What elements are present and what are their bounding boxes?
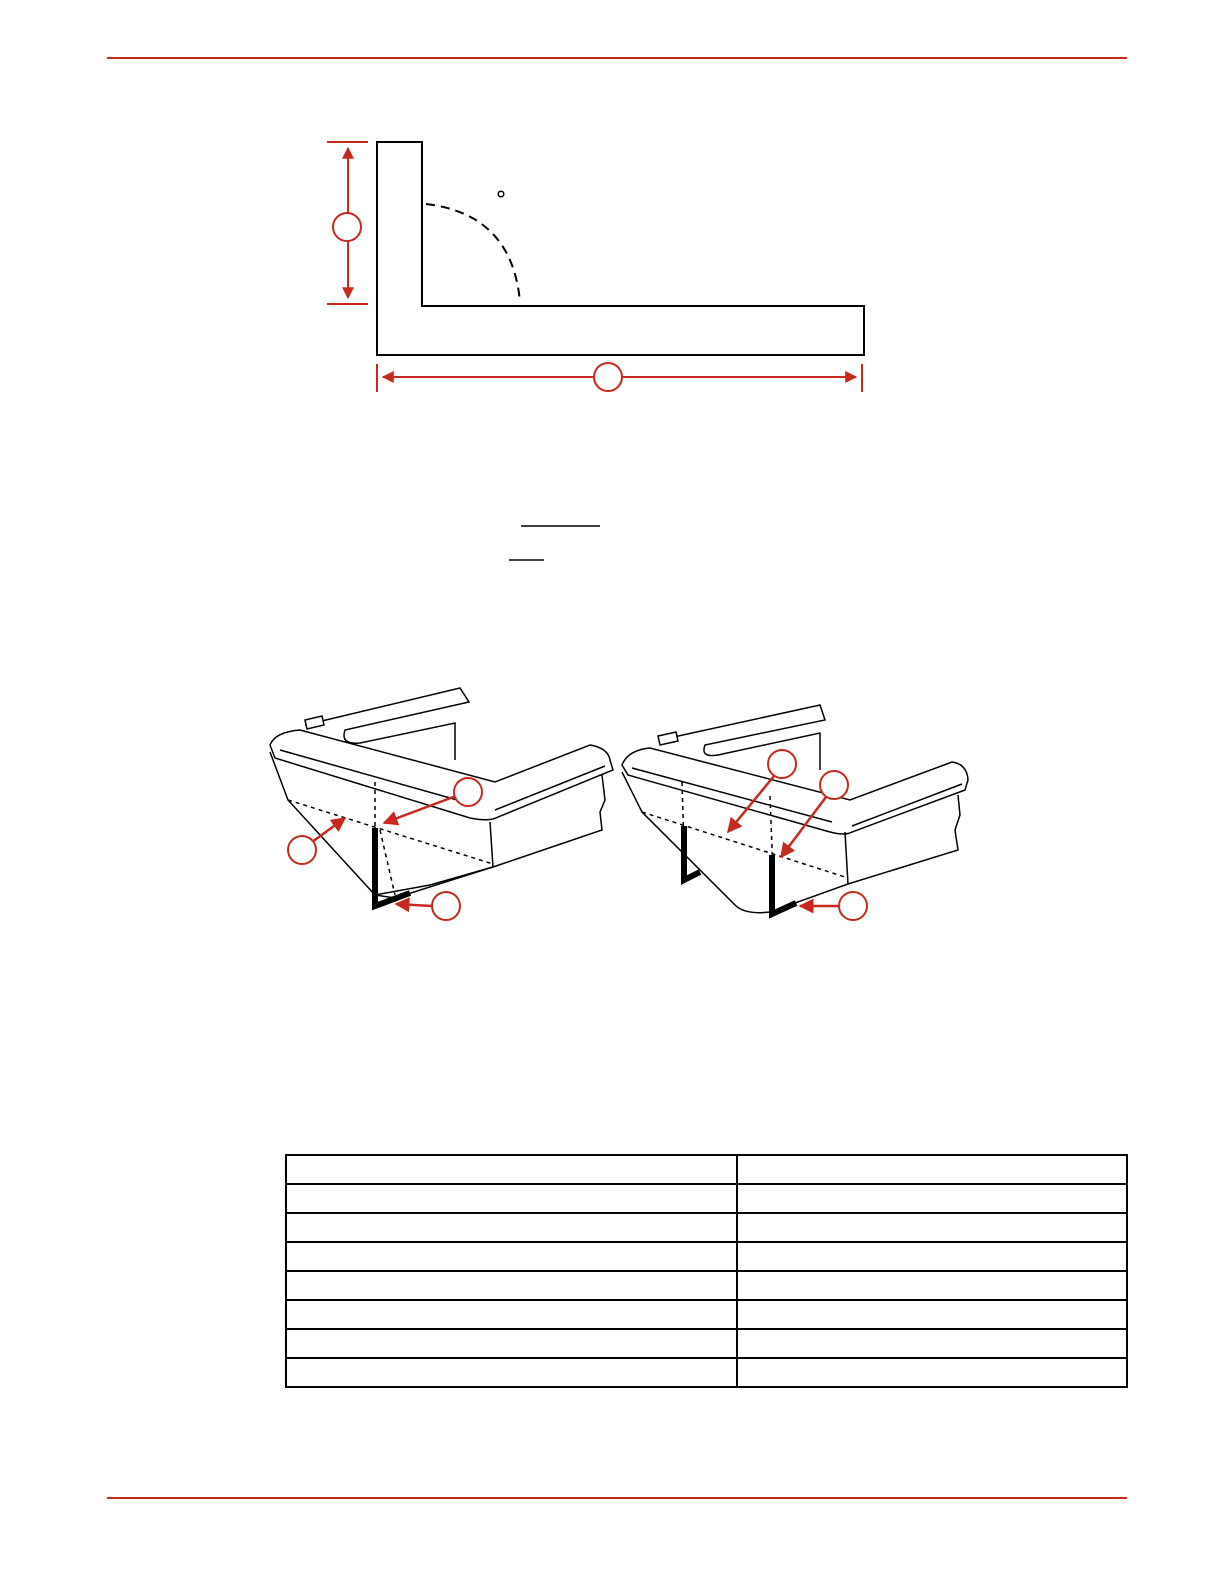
callout-left-3 [432,892,460,920]
callout-right-2 [820,771,848,799]
degree-symbol [498,191,504,197]
table-cell [737,1213,1127,1242]
hull-illustration-left [270,688,613,906]
table-row [286,1155,1127,1184]
table-cell [737,1300,1127,1329]
hull-right-fin-right [772,855,796,914]
table-cell [737,1358,1127,1387]
table-row [286,1184,1127,1213]
callout-length [594,363,622,391]
angle-arc [426,204,520,302]
table-row [286,1300,1127,1329]
table-cell [737,1242,1127,1271]
hull-left-keel-bottom [375,867,493,895]
table-cell [737,1184,1127,1213]
bracket-diagram [327,142,864,392]
hull-right-fin-left [684,826,700,880]
table-cell [286,1271,737,1300]
table-cell [286,1300,737,1329]
table-cell [286,1329,737,1358]
table-row [286,1213,1127,1242]
table-row [286,1358,1127,1387]
fraction-lines [509,526,600,560]
footer-rule [107,1497,1127,1499]
specification-table [285,1154,1128,1388]
callout-right-1 [768,750,796,778]
hull-right-clip [658,732,678,745]
table-cell [286,1155,737,1184]
table-row [286,1242,1127,1271]
table-cell [737,1329,1127,1358]
table-cell [737,1155,1127,1184]
table-row [286,1329,1127,1358]
callout-height [333,213,361,241]
table-cell [286,1358,737,1387]
callout-right-3 [839,892,867,920]
callout-left-1 [454,778,482,806]
callout-left-2 [288,836,316,864]
table-cell [286,1213,737,1242]
table-cell [286,1184,737,1213]
table-cell [737,1271,1127,1300]
table-cell [286,1242,737,1271]
bracket-outline [377,142,864,355]
table-row [286,1271,1127,1300]
hull-illustration-right [622,705,968,914]
